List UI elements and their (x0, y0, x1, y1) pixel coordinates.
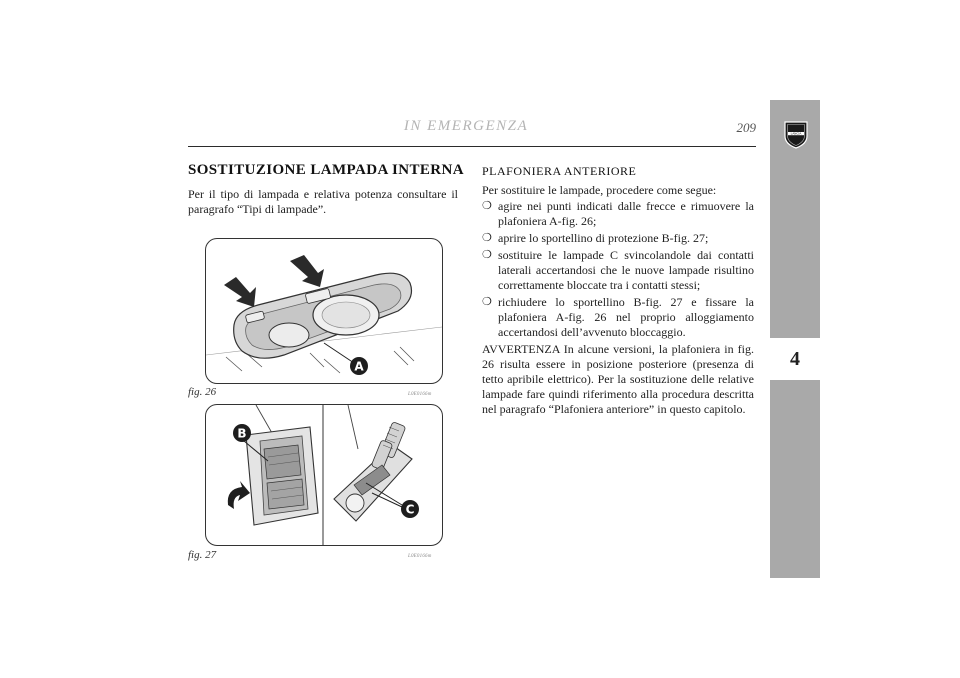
warning-paragraph: AVVERTENZA In alcune versioni, la plafoniera in fig. 26 risulta essere in posizione posteriore (presenza di tetto apribile elettrico). Per la sostituzione delle relative lampade fare quindi riferimento alla procedura descritta nel paragrafo “Plafoniera anteriore” in questo capitolo. (482, 342, 754, 416)
subheading-plafoniera: PLAFONIERA ANTERIORE (482, 164, 637, 178)
intro-paragraph: Per il tipo di lampada e relativa potenza consultare il paragrafo “Tipi di lampade”. (188, 187, 458, 216)
chapter-number: 4 (770, 338, 820, 380)
list-item (482, 231, 754, 246)
figure-26-code: L0E0166m (408, 392, 432, 397)
lead-paragraph: Per sostituire le lampade, procedere come segue: (482, 183, 717, 197)
step-text: agire nei punti indicati dalle frecce e rimuovere la plafoniera A-fig. 26; (498, 199, 754, 228)
running-header-title: IN EMERGENZA (403, 118, 529, 134)
bullet-circle-icon: ❍ (482, 249, 492, 261)
bullet-circle-icon: ❍ (482, 296, 492, 308)
section-title: SOSTITUZIONE LAMPADA INTERNA (188, 162, 464, 178)
svg-text:C: C (405, 502, 415, 517)
figure-27-caption: fig. 27 (188, 549, 217, 561)
procedure-steps (482, 199, 754, 342)
page-number: 209 (736, 120, 756, 135)
lancia-emblem-icon (782, 119, 810, 149)
list-item (482, 248, 754, 293)
bullet-circle-icon: ❍ (482, 232, 492, 244)
figure-27-illustration (205, 404, 443, 546)
step-text: aprire lo sportellino di protezione B-fig. 27; (498, 231, 709, 245)
figure-26-caption: fig. 26 (188, 386, 217, 398)
list-item (482, 295, 754, 340)
bullet-circle-icon: ❍ (482, 200, 492, 212)
figure-26-illustration (205, 238, 443, 384)
figure-27-code: L0E0166m (408, 554, 432, 559)
list-item (482, 199, 754, 229)
header-divider (188, 146, 756, 147)
step-text: richiudere lo sportellino B-fig. 27 e fissare la plafoniera A-fig. 26 nel proprio alloggiamento accertandosi dell’avvenuto bloccaggio. (498, 295, 754, 339)
svg-text:LANCIA: LANCIA (790, 131, 802, 136)
svg-text:A: A (354, 359, 364, 374)
step-text: sostituire le lampade C svincolandole dai contatti laterali accertandosi che le nuove lampade risultino correttamente bloccate tra i contatti stessi; (498, 248, 754, 292)
svg-text:B: B (237, 426, 247, 441)
